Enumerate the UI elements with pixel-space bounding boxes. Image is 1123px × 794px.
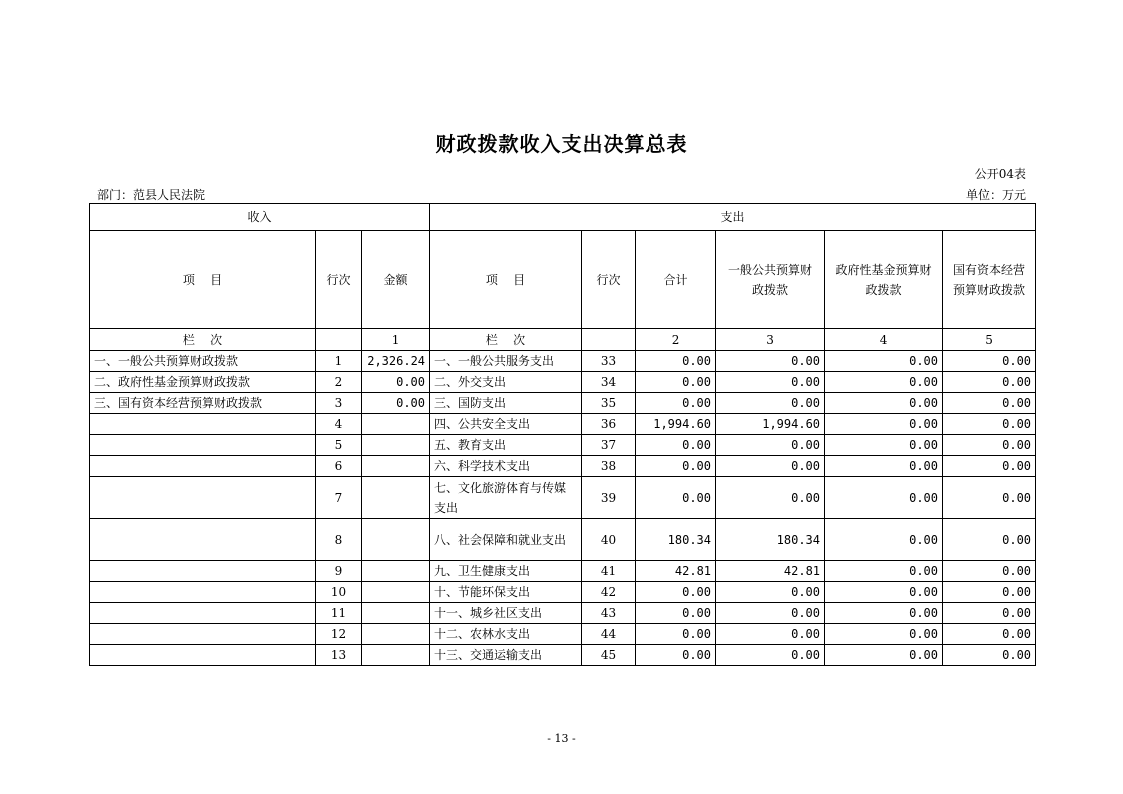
general-budget-cell: 180.34 — [716, 519, 825, 561]
total-cell: 0.00 — [636, 477, 716, 519]
income-item-cell — [90, 477, 316, 519]
total-cell: 0.00 — [636, 603, 716, 624]
state-capital-cell: 0.00 — [943, 561, 1036, 582]
state-capital-cell: 0.00 — [943, 435, 1036, 456]
expense-line-header: 行次 — [582, 231, 636, 329]
table-row — [90, 645, 1036, 666]
col-index-3: 3 — [716, 329, 825, 351]
general-budget-cell: 0.00 — [716, 456, 825, 477]
income-amount-cell: 0.00 — [362, 372, 430, 393]
expense-item-cell: 十二、农林水支出 — [430, 624, 582, 645]
income-item-cell: 一、一般公共预算财政拨款 — [90, 351, 316, 372]
expense-item-cell: 九、卫生健康支出 — [430, 561, 582, 582]
page-title: 财政拨款收入支出决算总表 — [435, 132, 688, 156]
income-amount-header: 金额 — [362, 231, 430, 329]
general-budget-cell: 0.00 — [716, 435, 825, 456]
expense-item-cell: 七、文化旅游体育与传媒支出 — [430, 477, 582, 519]
expense-line-cell: 42 — [582, 582, 636, 603]
total-cell: 0.00 — [636, 435, 716, 456]
expense-item-cell: 十、节能环保支出 — [430, 582, 582, 603]
table-row — [90, 393, 1036, 414]
expense-line-cell: 41 — [582, 561, 636, 582]
income-amount-cell — [362, 603, 430, 624]
income-line-cell: 8 — [316, 519, 362, 561]
total-cell: 0.00 — [636, 372, 716, 393]
col-index-1: 1 — [362, 329, 430, 351]
general-budget-cell: 0.00 — [716, 582, 825, 603]
total-cell: 0.00 — [636, 456, 716, 477]
state-capital-cell: 0.00 — [943, 393, 1036, 414]
col-index-4: 4 — [825, 329, 943, 351]
expense-item-cell: 二、外交支出 — [430, 372, 582, 393]
expense-item-header: 项 目 — [430, 231, 582, 329]
table-row — [90, 372, 1036, 393]
expense-line-cell: 38 — [582, 456, 636, 477]
expense-item-cell: 四、公共安全支出 — [430, 414, 582, 435]
state-capital-cell: 0.00 — [943, 519, 1036, 561]
general-budget-cell: 42.81 — [716, 561, 825, 582]
department-label: 部门：范县人民法院 — [97, 188, 206, 202]
expense-line-cell: 45 — [582, 645, 636, 666]
income-amount-cell: 2,326.24 — [362, 351, 430, 372]
table-row — [90, 414, 1036, 435]
total-header: 合计 — [636, 231, 716, 329]
fund-budget-header: 政府性基金预算财政拨款 — [825, 231, 943, 329]
expense-line-cell: 35 — [582, 393, 636, 414]
empty-cell — [582, 329, 636, 351]
total-cell: 42.81 — [636, 561, 716, 582]
header-row-columns — [90, 231, 1036, 329]
income-amount-cell — [362, 645, 430, 666]
income-item-cell: 二、政府性基金预算财政拨款 — [90, 372, 316, 393]
income-line-cell: 13 — [316, 645, 362, 666]
income-line-cell: 4 — [316, 414, 362, 435]
budget-table — [89, 203, 1036, 666]
col-index-2: 2 — [636, 329, 716, 351]
state-capital-cell: 0.00 — [943, 582, 1036, 603]
total-cell: 0.00 — [636, 624, 716, 645]
income-item-cell — [90, 456, 316, 477]
table-row — [90, 351, 1036, 372]
income-line-cell: 11 — [316, 603, 362, 624]
income-amount-cell — [362, 456, 430, 477]
col-index-5: 5 — [943, 329, 1036, 351]
income-item-cell — [90, 645, 316, 666]
general-budget-cell: 0.00 — [716, 624, 825, 645]
expense-line-cell: 40 — [582, 519, 636, 561]
income-amount-cell — [362, 561, 430, 582]
state-capital-cell: 0.00 — [943, 645, 1036, 666]
state-capital-cell: 0.00 — [943, 351, 1036, 372]
table-row — [90, 456, 1036, 477]
income-amount-cell — [362, 582, 430, 603]
general-budget-cell: 0.00 — [716, 645, 825, 666]
income-line-header: 行次 — [316, 231, 362, 329]
fund-budget-cell: 0.00 — [825, 603, 943, 624]
income-item-cell — [90, 435, 316, 456]
expense-item-cell: 六、科学技术支出 — [430, 456, 582, 477]
expense-header: 支出 — [430, 204, 1036, 231]
state-capital-cell: 0.00 — [943, 624, 1036, 645]
fund-budget-cell: 0.00 — [825, 624, 943, 645]
fund-budget-cell: 0.00 — [825, 456, 943, 477]
expense-item-cell: 八、社会保障和就业支出 — [430, 519, 582, 561]
fund-budget-cell: 0.00 — [825, 519, 943, 561]
total-cell: 0.00 — [636, 645, 716, 666]
income-item-cell — [90, 582, 316, 603]
expense-line-cell: 33 — [582, 351, 636, 372]
income-line-cell: 9 — [316, 561, 362, 582]
income-line-cell: 10 — [316, 582, 362, 603]
income-line-cell: 1 — [316, 351, 362, 372]
fund-budget-cell: 0.00 — [825, 645, 943, 666]
table-row — [90, 477, 1036, 519]
income-amount-cell — [362, 519, 430, 561]
total-cell: 180.34 — [636, 519, 716, 561]
income-item-cell — [90, 414, 316, 435]
expense-line-cell: 37 — [582, 435, 636, 456]
total-cell: 0.00 — [636, 351, 716, 372]
general-budget-cell: 0.00 — [716, 372, 825, 393]
income-item-cell — [90, 624, 316, 645]
expense-item-cell: 十三、交通运输支出 — [430, 645, 582, 666]
income-amount-cell — [362, 435, 430, 456]
expense-line-cell: 44 — [582, 624, 636, 645]
income-line-cell: 12 — [316, 624, 362, 645]
state-capital-header: 国有资本经营预算财政拨款 — [943, 231, 1036, 329]
income-line-cell: 6 — [316, 456, 362, 477]
fund-budget-cell: 0.00 — [825, 372, 943, 393]
expense-item-cell: 五、教育支出 — [430, 435, 582, 456]
income-line-cell: 5 — [316, 435, 362, 456]
fund-budget-cell: 0.00 — [825, 351, 943, 372]
income-item-cell: 三、国有资本经营预算财政拨款 — [90, 393, 316, 414]
state-capital-cell: 0.00 — [943, 414, 1036, 435]
income-header: 收入 — [90, 204, 430, 231]
col-label-income: 栏 次 — [90, 329, 316, 351]
income-amount-cell — [362, 414, 430, 435]
income-item-header: 项 目 — [90, 231, 316, 329]
fund-budget-cell: 0.00 — [825, 561, 943, 582]
table-row — [90, 435, 1036, 456]
expense-item-cell: 十一、城乡社区支出 — [430, 603, 582, 624]
empty-cell — [316, 329, 362, 351]
fund-budget-cell: 0.00 — [825, 414, 943, 435]
table-row — [90, 519, 1036, 561]
table-row — [90, 582, 1036, 603]
total-cell: 0.00 — [636, 582, 716, 603]
income-amount-cell: 0.00 — [362, 393, 430, 414]
income-item-cell — [90, 519, 316, 561]
state-capital-cell: 0.00 — [943, 477, 1036, 519]
general-budget-cell: 0.00 — [716, 393, 825, 414]
form-number: 公开04表 — [974, 167, 1026, 181]
page-number: - 13 - — [547, 732, 576, 745]
expense-line-cell: 34 — [582, 372, 636, 393]
header-row-group — [90, 204, 1036, 231]
expense-line-cell: 36 — [582, 414, 636, 435]
general-budget-cell: 0.00 — [716, 351, 825, 372]
state-capital-cell: 0.00 — [943, 456, 1036, 477]
general-budget-cell: 0.00 — [716, 603, 825, 624]
col-label-expense: 栏 次 — [430, 329, 582, 351]
income-item-cell — [90, 561, 316, 582]
expense-item-cell: 三、国防支出 — [430, 393, 582, 414]
general-budget-cell: 0.00 — [716, 477, 825, 519]
table-row — [90, 561, 1036, 582]
income-amount-cell — [362, 477, 430, 519]
state-capital-cell: 0.00 — [943, 372, 1036, 393]
fund-budget-cell: 0.00 — [825, 435, 943, 456]
income-line-cell: 3 — [316, 393, 362, 414]
table-row — [90, 603, 1036, 624]
general-budget-header: 一般公共预算财政拨款 — [716, 231, 825, 329]
state-capital-cell: 0.00 — [943, 603, 1036, 624]
fund-budget-cell: 0.00 — [825, 582, 943, 603]
total-cell: 0.00 — [636, 393, 716, 414]
column-index-row — [90, 329, 1036, 351]
fund-budget-cell: 0.00 — [825, 477, 943, 519]
table-row — [90, 624, 1036, 645]
unit-label: 单位：万元 — [965, 188, 1026, 202]
expense-item-cell: 一、一般公共服务支出 — [430, 351, 582, 372]
expense-line-cell: 43 — [582, 603, 636, 624]
total-cell: 1,994.60 — [636, 414, 716, 435]
income-line-cell: 7 — [316, 477, 362, 519]
fund-budget-cell: 0.00 — [825, 393, 943, 414]
general-budget-cell: 1,994.60 — [716, 414, 825, 435]
income-amount-cell — [362, 624, 430, 645]
income-line-cell: 2 — [316, 372, 362, 393]
expense-line-cell: 39 — [582, 477, 636, 519]
income-item-cell — [90, 603, 316, 624]
